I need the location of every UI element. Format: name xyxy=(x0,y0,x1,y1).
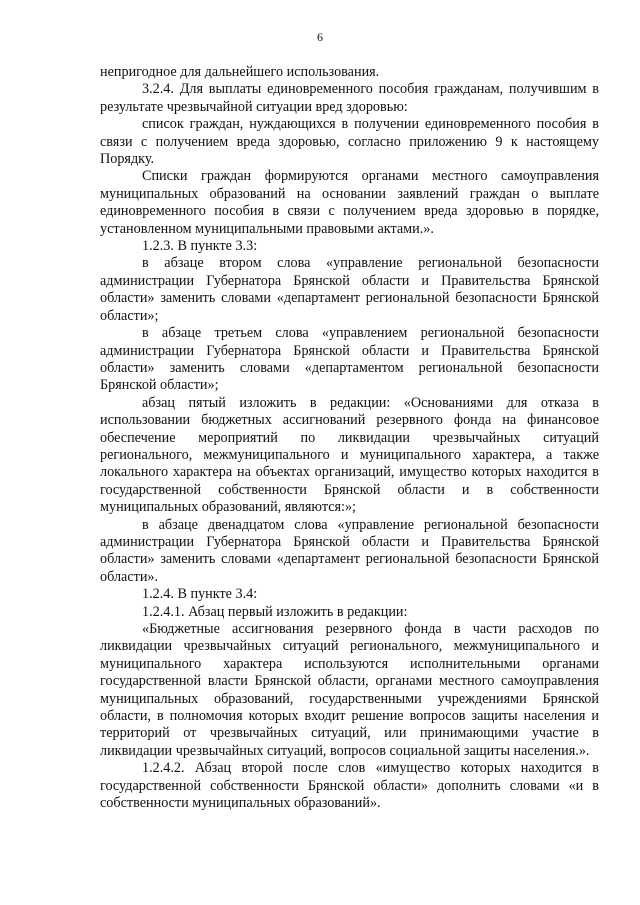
paragraph-fifth-abzac: абзац пятый изложить в редакции: «Основаниями для отказа в использовании бюджетных ассигнований резервного фонда на финансовое обеспечение мероприятий по ликвидации чрезвычайных ситуаций регионального, межмуниципального и муниципального характера, а также локального характера на объектах организаций, имущество которых находится в государственной собственности Брянской области и в собственности муниципальных образований, являются:»; xyxy=(100,394,599,516)
paragraph-lists-formation: Списки граждан формируются органами местного самоуправления муниципальных образований на основании заявлений граждан о выплате единовременного пособия в связи с получением вреда здоровью в порядке, установленном муниципальными правовыми актами.». xyxy=(100,168,599,237)
paragraph-third-abzac: в абзаце третьем слова «управлением региональной безопасности администрации Губернатора Брянской области и Правительства Брянской области» заменить словами «департаментом региональной безопасности Брянской области»; xyxy=(100,325,599,394)
paragraph-citizens-list: список граждан, нуждающихся в получении единовременного пособия в связи с получением вреда здоровью, согласно приложению 9 к настоящему Порядку. xyxy=(100,116,599,168)
paragraph-1-2-4-2: 1.2.4.2. Абзац второй после слов «имущество которых находится в государственной собственности Брянской области» дополнить словами «и в собственности муниципальных образований». xyxy=(100,760,599,812)
document-body xyxy=(100,64,599,812)
paragraph-continuation: непригодное для дальнейшего использования. xyxy=(100,64,380,80)
paragraph-budget-allocations: «Бюджетные ассигнования резервного фонда в части расходов по ликвидации чрезвычайных ситуаций регионального, межмуниципального и муниципального характера используются исполнительными органами государственной власти Брянской области, органами местного самоуправления муниципальных образований, государственными учреждениями Брянской области, в полномочия которых входит решение вопросов защиты населения и территорий от чрезвычайных ситуаций, или принимающими участие в ликвидации чрезвычайных ситуаций, вопросов социальной защиты населения.». xyxy=(100,621,599,759)
paragraph-second-abzac: в абзаце втором слова «управление региональной безопасности администрации Губернатора Брянской области и Правительства Брянской области» заменить словами «департамент региональной безопасности Брянской области»; xyxy=(100,255,599,324)
page-number: 6 xyxy=(317,30,323,44)
paragraph-3-2-4: 3.2.4. Для выплаты единовременного пособия гражданам, получившим в результате чрезвычайной ситуации вред здоровью: xyxy=(100,81,599,115)
paragraph-1-2-3: 1.2.3. В пункте 3.3: xyxy=(142,238,258,255)
paragraph-twelfth-abzac: в абзаце двенадцатом слова «управление региональной безопасности администрации Губернатора Брянской области и Правительства Брянской области» заменить словами «департамент региональной безопасности Брянской области». xyxy=(100,516,599,585)
paragraph-1-2-4: 1.2.4. В пункте 3.4: xyxy=(142,586,258,603)
paragraph-1-2-4-1: 1.2.4.1. Абзац первый изложить в редакции: xyxy=(142,603,408,620)
